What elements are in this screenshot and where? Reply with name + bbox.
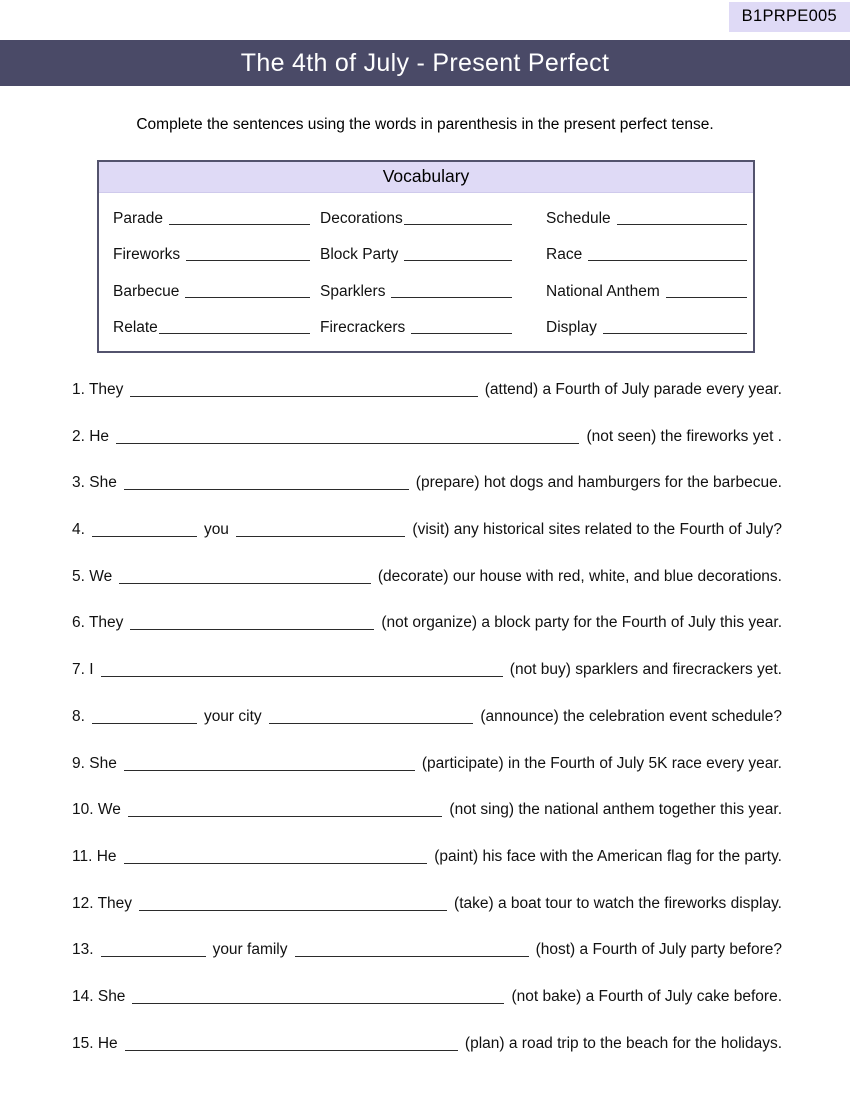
- answer-blank-line[interactable]: [124, 489, 409, 490]
- answer-blank-line[interactable]: [130, 396, 477, 397]
- sentence-text: 2. He: [72, 427, 110, 445]
- sentence-row: [72, 567, 782, 586]
- sentence-text: (take) a boat tour to watch the fireworks display.: [454, 894, 782, 912]
- sentence-list: [72, 380, 782, 1080]
- answer-blank-line[interactable]: [124, 770, 415, 771]
- sentence-text: (plan) a road trip to the beach for the holidays.: [464, 1034, 782, 1052]
- vocab-word: Barbecue: [113, 282, 180, 300]
- vocab-item: [113, 205, 320, 228]
- answer-blank-line[interactable]: [92, 536, 197, 537]
- answer-blank-line[interactable]: [128, 816, 443, 817]
- sentence-row: [72, 754, 782, 773]
- vocab-word: Display: [546, 319, 597, 336]
- sentence-row: [72, 940, 782, 959]
- sentence-row: [72, 660, 782, 679]
- sentence-text: 12. They: [72, 894, 133, 912]
- vocabulary-title: Vocabulary: [99, 162, 753, 193]
- vocab-item: [320, 242, 546, 265]
- sentence-text: (decorate) our house with red, white, and blue decorations.: [377, 567, 782, 585]
- sentence-row: [72, 800, 782, 819]
- vocab-word: Schedule: [546, 209, 611, 227]
- answer-blank-line[interactable]: [101, 676, 503, 677]
- sentence-text: 1. They: [72, 381, 124, 398]
- vocab-row: [113, 315, 747, 338]
- sentence-text: (participate) in the Fourth of July 5K race every year.: [421, 754, 782, 772]
- vocab-word: Fireworks: [113, 246, 181, 263]
- vocabulary-box: [97, 160, 755, 353]
- vocab-blank-line[interactable]: [617, 224, 747, 225]
- vocab-item: [113, 315, 320, 338]
- vocab-item: [113, 242, 320, 265]
- vocab-word: Block Party: [320, 246, 399, 263]
- sentence-row: [72, 987, 782, 1006]
- vocab-blank-line[interactable]: [186, 260, 310, 261]
- sentence-text: 10. We: [72, 801, 121, 819]
- sentence-row: [72, 427, 782, 446]
- sentence-text: 6. They: [72, 614, 124, 632]
- sentence-text: 14. She: [72, 987, 126, 1005]
- vocab-item: [320, 278, 546, 301]
- sentence-text: 8.: [72, 707, 85, 725]
- sentence-text: your city: [203, 707, 262, 725]
- sentence-text: (not seen) the fireworks yet .: [586, 427, 782, 445]
- sentence-text: (not buy) sparklers and firecrackers yet.: [509, 661, 782, 679]
- sentence-text: 11. He: [72, 847, 117, 865]
- vocab-word: Decorations: [320, 209, 403, 227]
- vocab-item: [320, 315, 546, 338]
- sentence-text: (not organize) a block party for the Fourth of July this year.: [381, 614, 782, 632]
- answer-blank-line[interactable]: [130, 629, 374, 630]
- worksheet-code-badge: B1PRPE005: [729, 2, 850, 32]
- vocab-item: [546, 315, 747, 338]
- vocab-blank-line[interactable]: [159, 333, 310, 334]
- sentence-text: your family: [212, 941, 288, 959]
- vocab-blank-line[interactable]: [411, 333, 512, 334]
- sentence-text: (not bake) a Fourth of July cake before.: [511, 987, 782, 1005]
- title-bar: [0, 40, 850, 86]
- vocab-word: Parade: [113, 209, 163, 227]
- vocab-word: Relate: [113, 319, 158, 336]
- vocab-blank-line[interactable]: [169, 224, 310, 225]
- answer-blank-line[interactable]: [132, 1003, 504, 1004]
- vocab-blank-line[interactable]: [404, 260, 512, 261]
- vocab-item: [546, 242, 747, 265]
- vocab-word: National Anthem: [546, 282, 660, 300]
- answer-blank-line[interactable]: [119, 583, 371, 584]
- sentence-text: you: [203, 521, 229, 539]
- sentence-text: (not sing) the national anthem together this year.: [449, 801, 782, 819]
- vocab-word: Race: [546, 246, 583, 263]
- vocab-blank-line[interactable]: [404, 224, 512, 225]
- vocab-item: [320, 205, 546, 228]
- vocab-row: [113, 205, 747, 228]
- answer-blank-line[interactable]: [116, 443, 579, 444]
- sentence-text: (prepare) hot dogs and hamburgers for the barbecue.: [415, 474, 782, 492]
- vocab-item: [546, 278, 747, 301]
- sentence-text: (announce) the celebration event schedule?: [480, 707, 782, 725]
- sentence-text: 4.: [72, 521, 85, 539]
- instruction-text: Complete the sentences using the words in parenthesis in the present perfect tense.: [136, 116, 714, 133]
- vocab-word: Sparklers: [320, 282, 386, 300]
- sentence-text: 15. He: [72, 1034, 118, 1052]
- sentence-row: [72, 613, 782, 632]
- answer-blank-line[interactable]: [269, 723, 474, 724]
- answer-blank-line[interactable]: [295, 956, 529, 957]
- sentence-text: (host) a Fourth of July party before?: [535, 941, 782, 959]
- sentence-row: [72, 707, 782, 726]
- vocab-blank-line[interactable]: [588, 260, 747, 261]
- sentence-text: 5. We: [72, 567, 113, 585]
- page-title: The 4th of July - Present Perfect: [240, 48, 610, 77]
- sentence-row: [72, 847, 782, 866]
- vocab-row: [113, 242, 747, 265]
- vocab-blank-line[interactable]: [185, 297, 310, 298]
- answer-blank-line[interactable]: [236, 536, 405, 537]
- vocab-blank-line[interactable]: [391, 297, 512, 298]
- sentence-text: (attend) a Fourth of July parade every year.: [484, 381, 782, 398]
- sentence-text: 13.: [72, 941, 94, 959]
- sentence-text: 9. She: [72, 754, 117, 772]
- answer-blank-line[interactable]: [124, 863, 428, 864]
- answer-blank-line[interactable]: [139, 910, 447, 911]
- vocab-item: [546, 205, 747, 228]
- sentence-row: [72, 520, 782, 539]
- sentence-row: [72, 380, 782, 399]
- sentence-text: 3. She: [72, 474, 117, 492]
- vocab-item: [113, 278, 320, 301]
- vocab-row: [113, 278, 747, 301]
- vocab-blank-line[interactable]: [603, 333, 747, 334]
- vocab-blank-line[interactable]: [666, 297, 747, 298]
- sentence-row: [72, 1034, 782, 1053]
- vocab-word: Firecrackers: [320, 319, 406, 336]
- sentence-text: (visit) any historical sites related to the Fourth of July?: [412, 521, 782, 539]
- vocabulary-grid: [99, 193, 753, 351]
- sentence-row: [72, 894, 782, 913]
- answer-blank-line[interactable]: [125, 1050, 458, 1051]
- sentence-text: 7. I: [72, 661, 94, 679]
- sentence-row: [72, 473, 782, 492]
- answer-blank-line[interactable]: [101, 956, 206, 957]
- answer-blank-line[interactable]: [92, 723, 197, 724]
- sentence-text: (paint) his face with the American flag for the party.: [434, 847, 782, 865]
